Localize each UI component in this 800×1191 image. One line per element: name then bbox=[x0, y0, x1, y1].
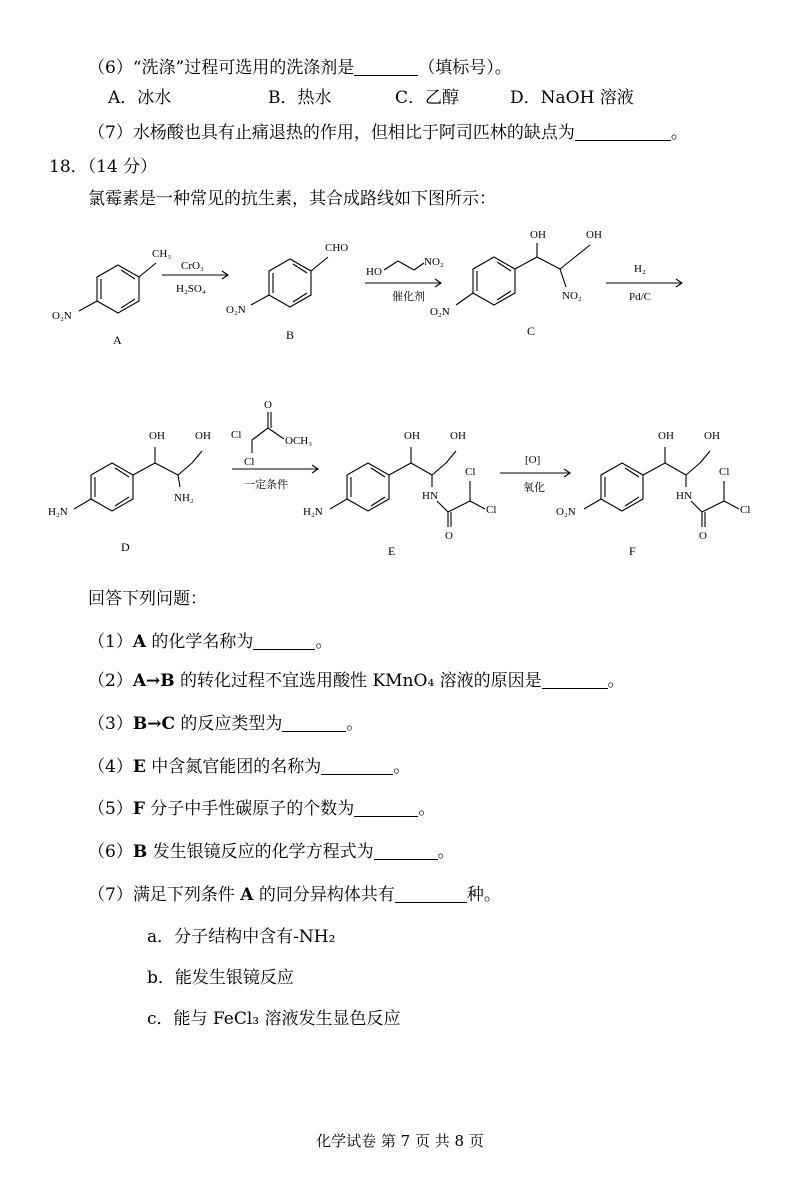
f-oh2-label: OH bbox=[704, 430, 720, 442]
d-oh2-label: OH bbox=[195, 430, 211, 442]
q18-2-blank[interactable] bbox=[542, 670, 608, 689]
e-oh1-label: OH bbox=[404, 430, 420, 442]
label-e: E bbox=[388, 544, 396, 558]
q18-1-blank[interactable] bbox=[253, 631, 315, 650]
q18-3: （3）B→C 的反应类型为 。 bbox=[88, 714, 364, 734]
b-cho-label: CHO bbox=[325, 242, 349, 254]
de-reagent-och3: OCH₃ bbox=[285, 435, 313, 447]
bc-reagent-bottom: 催化剂 bbox=[392, 291, 425, 303]
cd-reagent-bottom: Pd/C bbox=[629, 291, 652, 303]
q18-1: （1）A 的化学名称为 。 bbox=[88, 632, 333, 652]
ef-reagent-bottom: 氧化 bbox=[523, 482, 545, 494]
label-c: C bbox=[527, 324, 536, 338]
condition-b: b．能发生银镜反应 bbox=[147, 968, 294, 988]
f-o2n-label: O₂N bbox=[556, 506, 576, 518]
de-reagent-o: O bbox=[264, 399, 272, 411]
f-cl1-label: Cl bbox=[719, 466, 730, 478]
q18-3-blank[interactable] bbox=[282, 713, 346, 732]
q7-stem: （7）水杨酸也具有止痛退热的作用，但相比于阿司匹林的缺点为 。 bbox=[88, 123, 688, 143]
q18-5-blank[interactable] bbox=[354, 798, 418, 817]
label-b: B bbox=[286, 328, 295, 342]
q18-4-blank[interactable] bbox=[321, 756, 393, 775]
f-oh1-label: OH bbox=[658, 430, 674, 442]
f-o-label: O bbox=[699, 530, 707, 542]
q18-header: 18．（14 分） bbox=[49, 157, 158, 177]
c-o2n-label: O₂N bbox=[430, 306, 450, 318]
q6-option-c: C．乙醇 bbox=[395, 88, 460, 108]
condition-c: c．能与 FeCl₃ 溶液发生显色反应 bbox=[147, 1009, 401, 1029]
q18-6-blank[interactable] bbox=[374, 841, 438, 860]
q6-option-d: D．NaOH 溶液 bbox=[510, 88, 634, 108]
e-cl2-label: Cl bbox=[486, 504, 497, 516]
ef-reagent-top: [O] bbox=[525, 454, 541, 466]
synthesis-scheme bbox=[0, 225, 800, 585]
page-footer: 化学试卷 第 7 页 共 8 页 bbox=[316, 1132, 484, 1150]
c-oh1-label: OH bbox=[530, 229, 546, 241]
a-ch3-label: CH₃ bbox=[152, 248, 172, 260]
de-reagent-cl2: Cl bbox=[231, 429, 242, 441]
d-h2n-label: H₂N bbox=[48, 506, 68, 518]
c-oh2-label: OH bbox=[586, 229, 602, 241]
label-d: D bbox=[121, 540, 130, 554]
cd-reagent-top: H₂ bbox=[634, 263, 646, 275]
de-reagent-cl1: Cl bbox=[244, 456, 255, 468]
q6-option-a: A．冰水 bbox=[108, 88, 172, 108]
de-reagent-bottom: 一定条件 bbox=[244, 479, 288, 491]
q6-stem: （6）“洗涤”过程可选用的洗涤剂是 （填标号）。 bbox=[88, 58, 512, 78]
bc-reagent-ho: HO bbox=[366, 266, 382, 278]
label-a: A bbox=[113, 333, 122, 347]
q18-6: （6）B 发生银镜反应的化学方程式为 。 bbox=[88, 842, 455, 862]
condition-a: a．分子结构中含有-NH₂ bbox=[147, 927, 336, 947]
ab-reagent-bottom: H₂SO₄ bbox=[176, 283, 206, 295]
e-hn-label: HN bbox=[422, 490, 438, 502]
label-f: F bbox=[629, 544, 636, 558]
a-o2n-label: O₂N bbox=[52, 310, 72, 322]
d-oh1-label: OH bbox=[149, 430, 165, 442]
e-cl1-label: Cl bbox=[465, 466, 476, 478]
d-nh2-label: NH₂ bbox=[174, 492, 194, 504]
b-o2n-label: O₂N bbox=[226, 304, 246, 316]
q6-answer-blank[interactable] bbox=[354, 57, 418, 76]
c-no2-label: NO₂ bbox=[562, 290, 582, 302]
f-cl2-label: Cl bbox=[740, 504, 751, 516]
e-o-label: O bbox=[445, 530, 453, 542]
answer-intro: 回答下列问题： bbox=[88, 589, 207, 609]
e-oh2-label: OH bbox=[450, 430, 466, 442]
ab-reagent-top: CrO₃ bbox=[181, 260, 204, 272]
q18-4: （4）E 中含氮官能团的名称为 。 bbox=[88, 757, 411, 777]
bc-reagent-no2: NO₂ bbox=[424, 256, 444, 268]
e-h2n-label: H₂N bbox=[303, 506, 323, 518]
q18-intro: 氯霉素是一种常见的抗生素，其合成路线如下图所示： bbox=[88, 189, 496, 209]
q7-answer-blank[interactable] bbox=[575, 122, 671, 141]
q18-2: （2）A→B 的转化过程不宜选用酸性 KMnO₄ 溶液的原因是 。 bbox=[88, 671, 625, 691]
f-hn-label: HN bbox=[676, 490, 692, 502]
q18-7: （7）满足下列条件 A 的同分异构体共有 种。 bbox=[88, 885, 501, 905]
q18-5: （5）F 分子中手性碳原子的个数为 。 bbox=[88, 799, 436, 819]
q6-option-b: B．热水 bbox=[268, 88, 332, 108]
q18-7-blank[interactable] bbox=[395, 884, 467, 903]
